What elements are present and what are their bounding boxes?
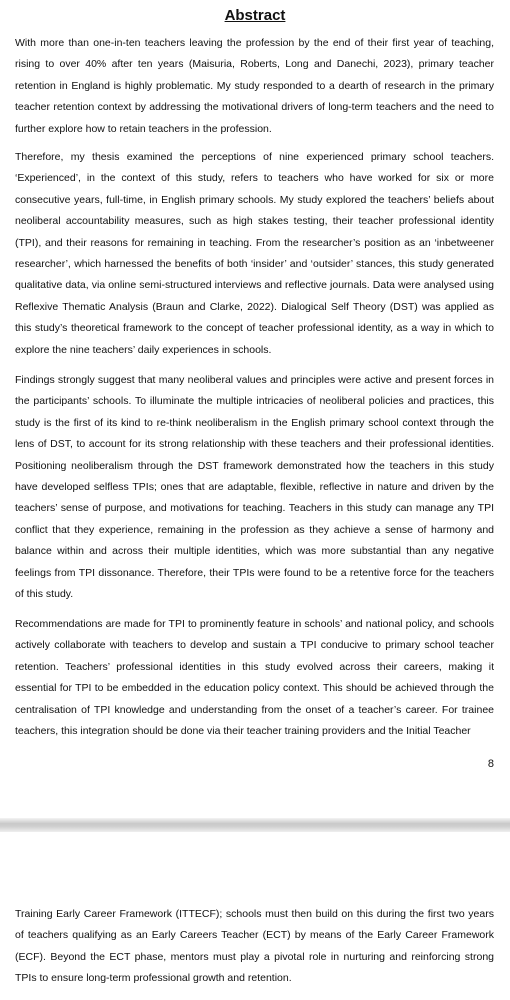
page-title: Abstract [224, 7, 286, 24]
paragraph-2: Therefore, my thesis examined the perceptions of nine experienced primary school teachers. ‘Experienced’, in the context of this study, refers to teachers who have worked for six or more consecutive years, full-time, in English primary schools. My study explored the teachers’ beliefs about neoliberal accountability measures, such as high stakes testing, their teacher professional identity (TPI), and their reasons for remaining in teaching. From the researcher’s position as an ‘inbetweener researcher’, which harnessed the benefits of both ‘insider’ and ‘outsider’ stances, this study generated qualitative data, via online semi-structured interviews and reflective journals. Data were analysed using Reflexive Thematic Analysis (Braun and Clarke, 2022). Dialogical Self Theory (DST) was applied as this study’s theoretical framework to the concept of teacher professional identity, as a way in which to explore the nine teachers’ daily experiences in schools. [15, 151, 494, 356]
paragraph-3: Findings strongly suggest that many neoliberal values and principles were active and present forces in the participants’ schools. To illuminate the multiple intricacies of neoliberal policies and practices, this study is the first of its kind to re-think neoliberalism in the English primary school context through the lens of DST, to account for its strong relationship with these teachers and their professional identities. Positioning neoliberalism through the DST framework demonstrated how the teachers in this study have developed selfless TPIs; ones that are adaptable, flexible, reflective in nature and driven by the teachers’ sense of purpose, and motivations for teaching. Teachers in this study can manage any TPI conflict that they experience, remaining in the profession as they achieve a sense of harmony and balance within and across their multiple identities, which was more substantial than any negative feelings from TPI dissonance. Therefore, their TPIs were found to be a retentive force for the teachers of this study. [15, 374, 494, 601]
paragraph-4: Recommendations are made for TPI to prominently feature in schools’ and national policy, and schools actively collaborate with teachers to develop and sustain a TPI conducive to primary school teacher retention. Teachers’ professional identities in this study evolved across their careers, making it essential for TPI to be embedded in the education policy context. This should be achieved through the centralisation of TPI knowledge and understanding from the onset of a teacher’s career. For trainee teachers, this integration should be done via their teacher training providers and the Initial Teacher [15, 618, 494, 738]
paragraph-1: With more than one-in-ten teachers leaving the profession by the end of their first year of teaching, rising to over 40% after ten years (Maisuria, Roberts, Long and Danechi, 2023), primary teacher retention in England is highly problematic. My study responded to a dearth of research in the primary teacher retention context by addressing the motivational drivers of long-term teachers and the need to further explore how to retain teachers in the profession. [15, 37, 494, 135]
page-number: 8 [487, 758, 494, 770]
document-page-next [0, 832, 510, 1000]
page-separator [0, 818, 510, 832]
paragraph-5: Training Early Career Framework (ITTECF); schools must then build on this during the first two years of teachers qualifying as an Early Careers Teacher (ECT) by means of the Early Career Framework (ECF). Beyond the ECT phase, mentors must play a pivotal role in nurturing and reinforcing strong TPIs to ensure long-term professional growth and retention. [15, 908, 494, 985]
